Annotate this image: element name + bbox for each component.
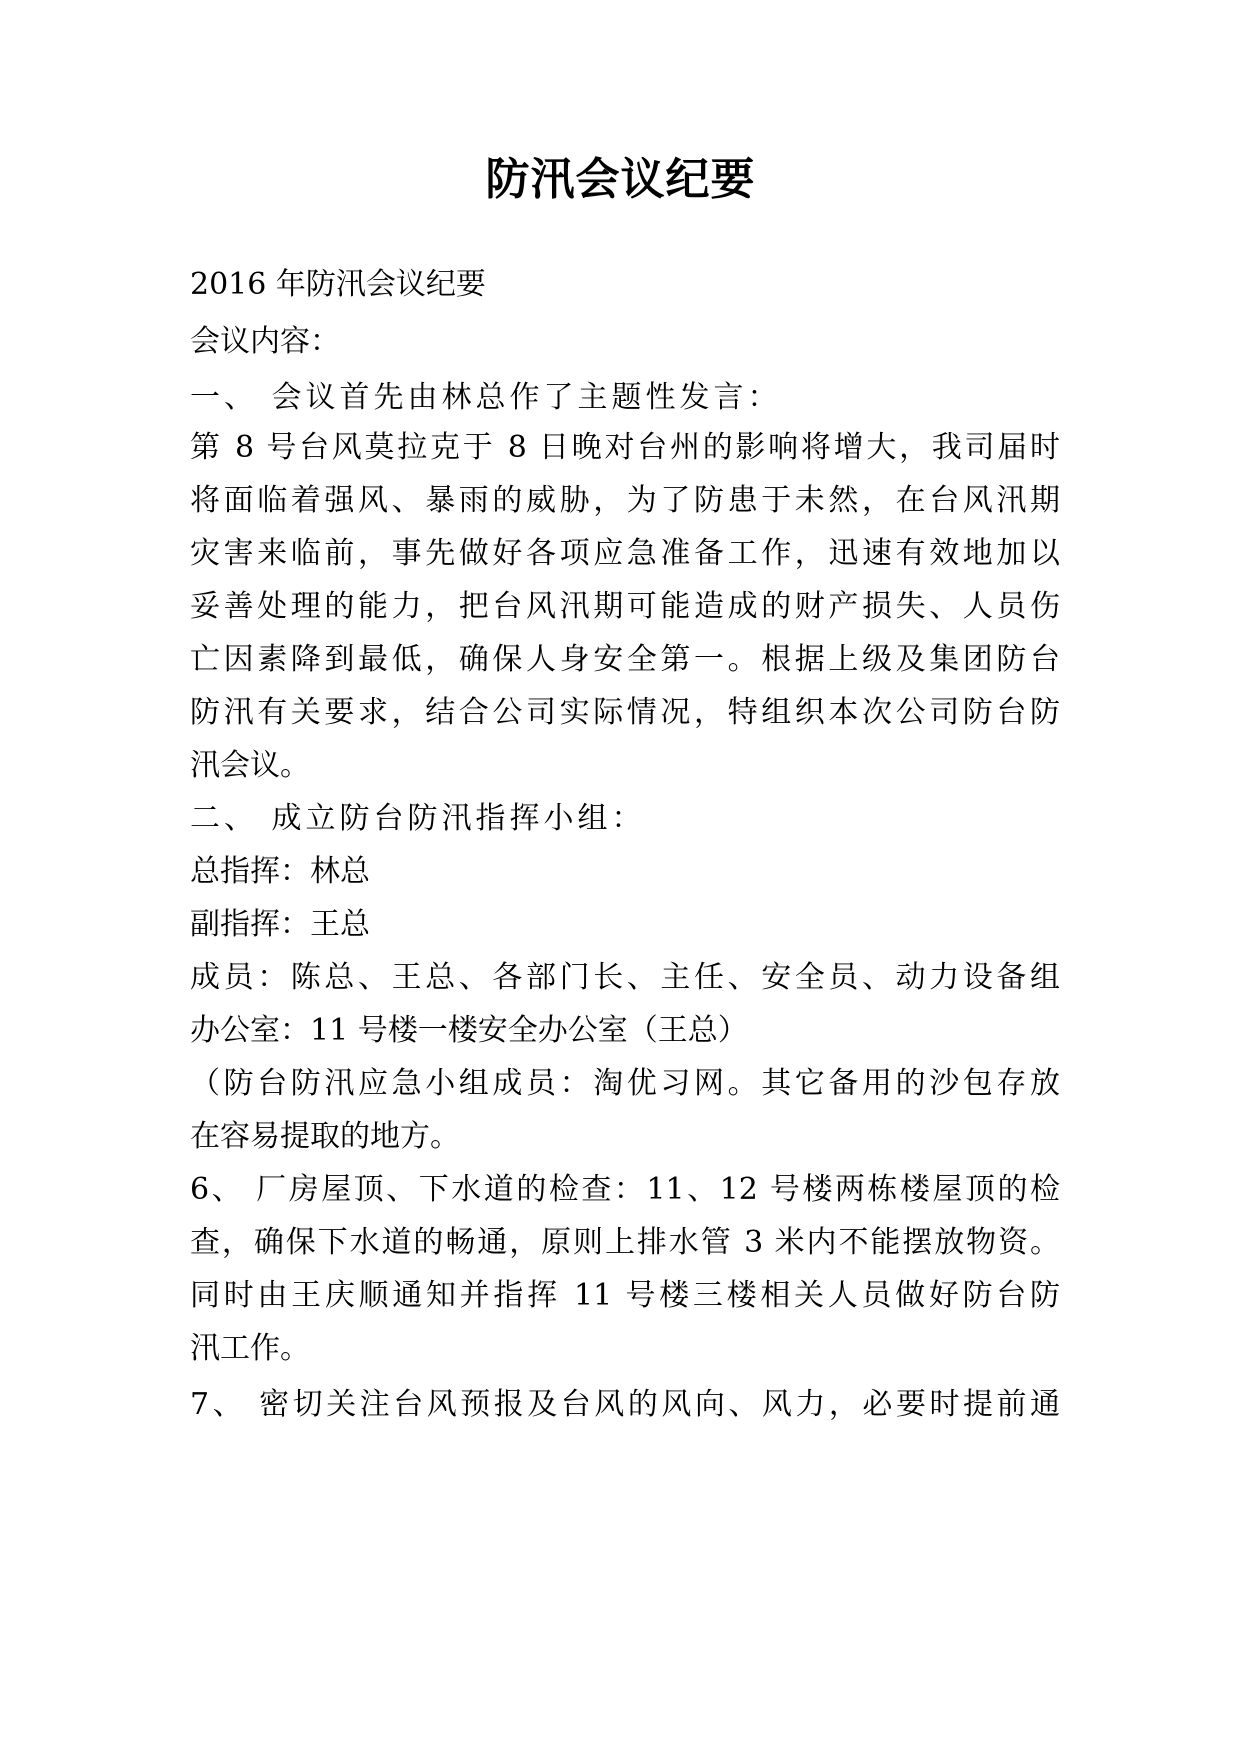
item-seven-line: 7、 密切关注台风预报及台风的风向、风力，必要时提前通 xyxy=(190,1387,1060,1422)
paragraph-line: 亡因素降到最低，确保人身安全第一。根据上级及集团防台 xyxy=(190,642,1060,677)
members-line: 成员：陈总、王总、各部门长、主任、安全员、动力设备组 xyxy=(190,960,1060,995)
paragraph-line: 灾害来临前，事先做好各项应急准备工作，迅速有效地加以 xyxy=(190,536,1060,571)
paragraph-line: 在容易提取的地方。 xyxy=(190,1119,460,1154)
doc-subtitle-line: 2016 年防汛会议纪要 xyxy=(190,267,486,302)
deputy-commander-line: 副指挥：王总 xyxy=(190,907,370,942)
paragraph-line: 汛工作。 xyxy=(190,1331,310,1366)
item-six-line: 6、 厂房屋顶、下水道的检查：11、12 号楼两栋楼屋顶的检 xyxy=(190,1172,1060,1207)
paragraph-line: 第 8 号台风莫拉克于 8 日晚对台州的影响将增大，我司届时 xyxy=(190,430,1060,465)
paragraph-line: 防汛有关要求，结合公司实际情况，特组织本次公司防台防 xyxy=(190,695,1060,730)
paragraph-line: 妥善处理的能力，把台风汛期可能造成的财产损失、人员伤 xyxy=(190,589,1060,624)
paragraph-line: 查，确保下水道的畅通，原则上排水管 3 米内不能摆放物资。 xyxy=(190,1225,1060,1260)
paragraph-line: 汛会议。 xyxy=(190,748,310,783)
paragraph-line: （防台防汛应急小组成员：淘优习网。其它备用的沙包存放 xyxy=(190,1066,1060,1101)
document-title: 防汛会议纪要 xyxy=(485,154,756,205)
commander-line: 总指挥：林总 xyxy=(190,854,370,889)
paragraph-line: 同时由王庆顺通知并指挥 11 号楼三楼相关人员做好防台防 xyxy=(190,1278,1060,1313)
meeting-content-heading: 会议内容： xyxy=(190,324,340,359)
paragraph-line: 将面临着强风、暴雨的威胁，为了防患于未然，在台风汛期 xyxy=(190,483,1060,518)
office-line: 办公室：11 号楼一楼安全办公室（王总） xyxy=(190,1013,748,1048)
section-two-heading: 二、 成立防台防汛指挥小组： xyxy=(190,801,646,836)
section-one-heading: 一、 会议首先由林总作了主题性发言： xyxy=(190,380,782,415)
